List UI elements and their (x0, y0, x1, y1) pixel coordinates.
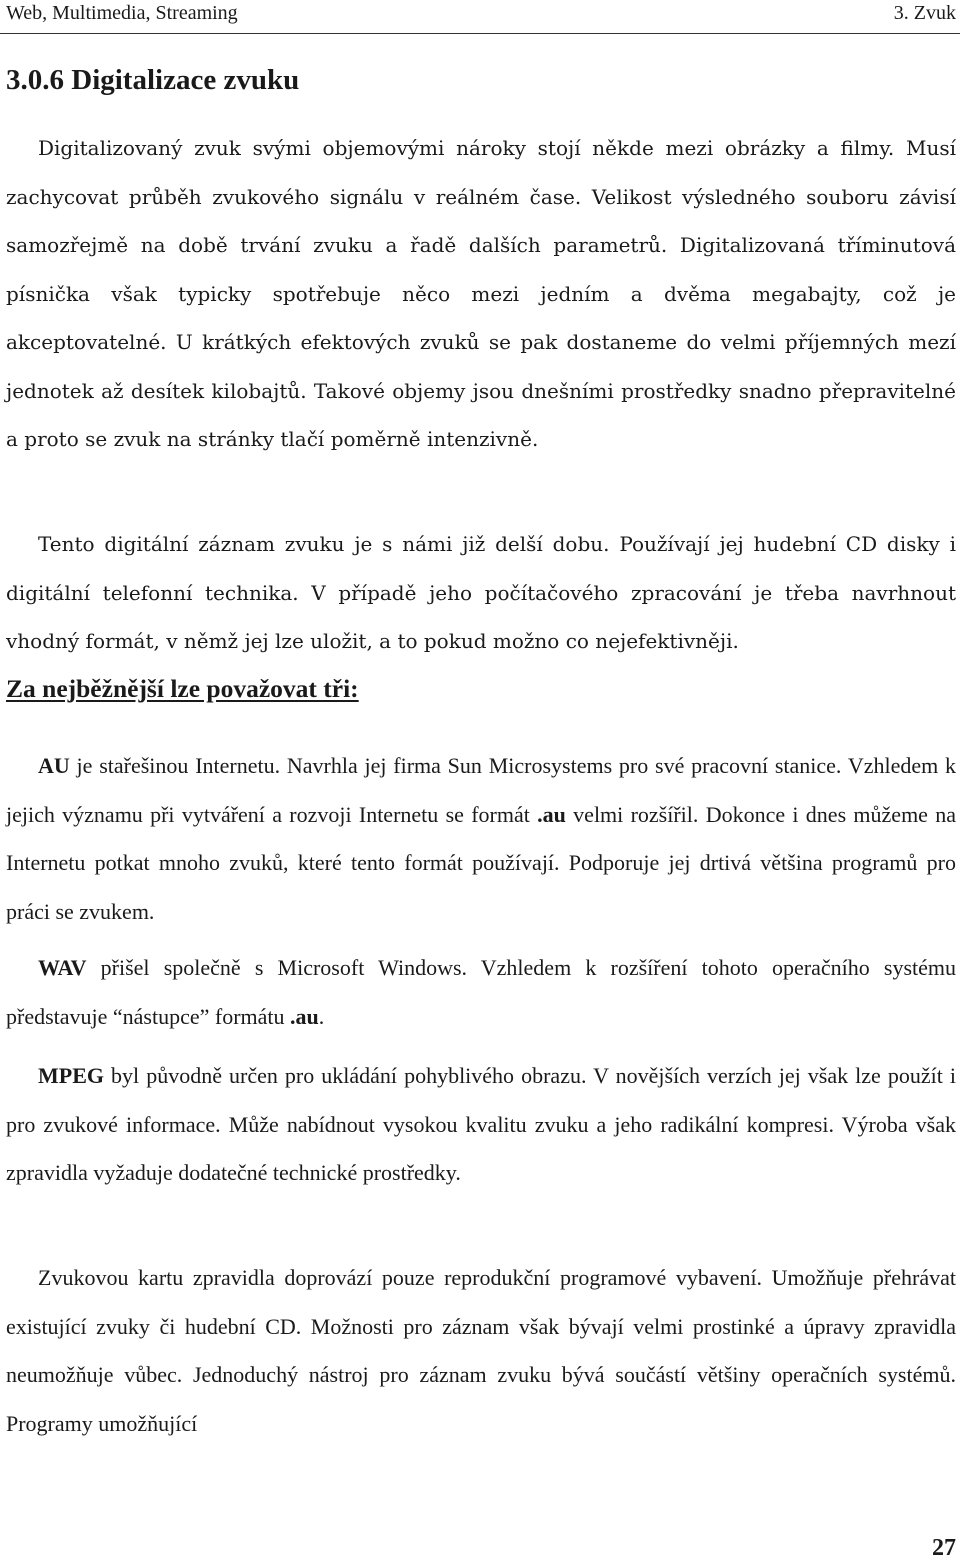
paragraph-intro (6, 124, 956, 464)
paragraph-intro-text: Digitalizovaný zvuk svými objemovými nároky stojí někde mezi obrázky a filmy. Musí zachycovat průběh zvukového signálu v reálném čase. Velikost výsledného souboru závisí samozřejmě na době trvání zvuku a řadě dalších parametrů. Digitalizovaná tříminutová písnička však typicky spotřebuje něco mezi jedním a dvěma megabajty, což je akceptovatelné. U krátkých efektových zvuků se pak dostaneme do velmi příjemných mezí jednotek až desítek kilobajtů. Takové objemy jsou dnešními prostředky snadno přepravitelné a proto se zvuk na stránky tlačí poměrně intenzivně. (6, 136, 956, 451)
format-au-text (6, 742, 956, 936)
page-number: 27 (932, 1535, 956, 1561)
format-wav-ext: .au (290, 1003, 319, 1029)
format-wav-text (6, 944, 956, 1041)
format-wav (6, 944, 956, 1041)
format-au-name: AU (38, 753, 70, 778)
paragraph-sound-card (6, 1254, 956, 1448)
format-mpeg (6, 1052, 956, 1198)
running-header-right: 3. Zvuk (893, 2, 956, 24)
format-mpeg-desc: byl původně určen pro ukládání pohyblivého obrazu. V novějších verzích jej však lze použít i pro zvukové informace. Může nabídnout vysokou kvalitu zvuku a jeho radikální kompresi. Výroba však zpravidla vyžaduje dodatečné technické prostředky. (6, 1063, 956, 1185)
format-au (6, 742, 956, 936)
paragraph-sound-card-text: Zvukovou kartu zpravidla doprovází pouze reprodukční programové vybavení. Umožňuje přehrávat existující zvuky či hudební CD. Možnosti pro záznam však bývají velmi prostinké a úpravy zpravidla neumožňuje vůbec. Jednoduchý nástroj pro záznam zvuku bývá součástí většiny operačních systémů. Programy umožňující (6, 1265, 956, 1436)
format-mpeg-name: MPEG (38, 1063, 104, 1088)
format-au-ext: .au (537, 801, 566, 827)
format-au-desc-b: velmi rozšířil. Dokonce i dnes můžeme na Internetu potkat mnoho zvuků, které tento formát používají. Podporuje jej drtivá většina programů pro práci se zvukem. (6, 801, 957, 924)
format-wav-desc-a: přišel společně s Microsoft Windows. Vzhledem k rozšíření tohoto operačního systému představuje “nástupce” formátu (6, 955, 956, 1029)
header-rule (0, 33, 960, 34)
format-au-desc-a: je stařešinou Internetu. Navrhla jej firma Sun Microsystems pro své pracovní stanice. Vzhledem k jejich významu při vytváření a rozvoji Internetu se formát (6, 753, 956, 827)
format-wav-name: WAV (38, 955, 87, 980)
paragraph-digital-record-text: Tento digitální záznam zvuku je s námi již delší dobu. Používají jej hudební CD disky i digitální telefonní technika. V případě jeho počítačového zpracování je třeba navrhnout vhodný formát, v němž jej lze uložit, a to pokud možno co nejefektivněji. (6, 532, 956, 653)
running-header-left: Web, Multimedia, Streaming (6, 2, 238, 24)
format-mpeg-text (6, 1052, 956, 1198)
format-wav-desc-b: . (318, 1003, 325, 1029)
section-title: 3.0.6 Digitalizace zvuku (6, 64, 300, 96)
paragraph-digital-record (6, 520, 956, 666)
formats-subheading: Za nejběžnější lze považovat tři: (6, 674, 359, 703)
